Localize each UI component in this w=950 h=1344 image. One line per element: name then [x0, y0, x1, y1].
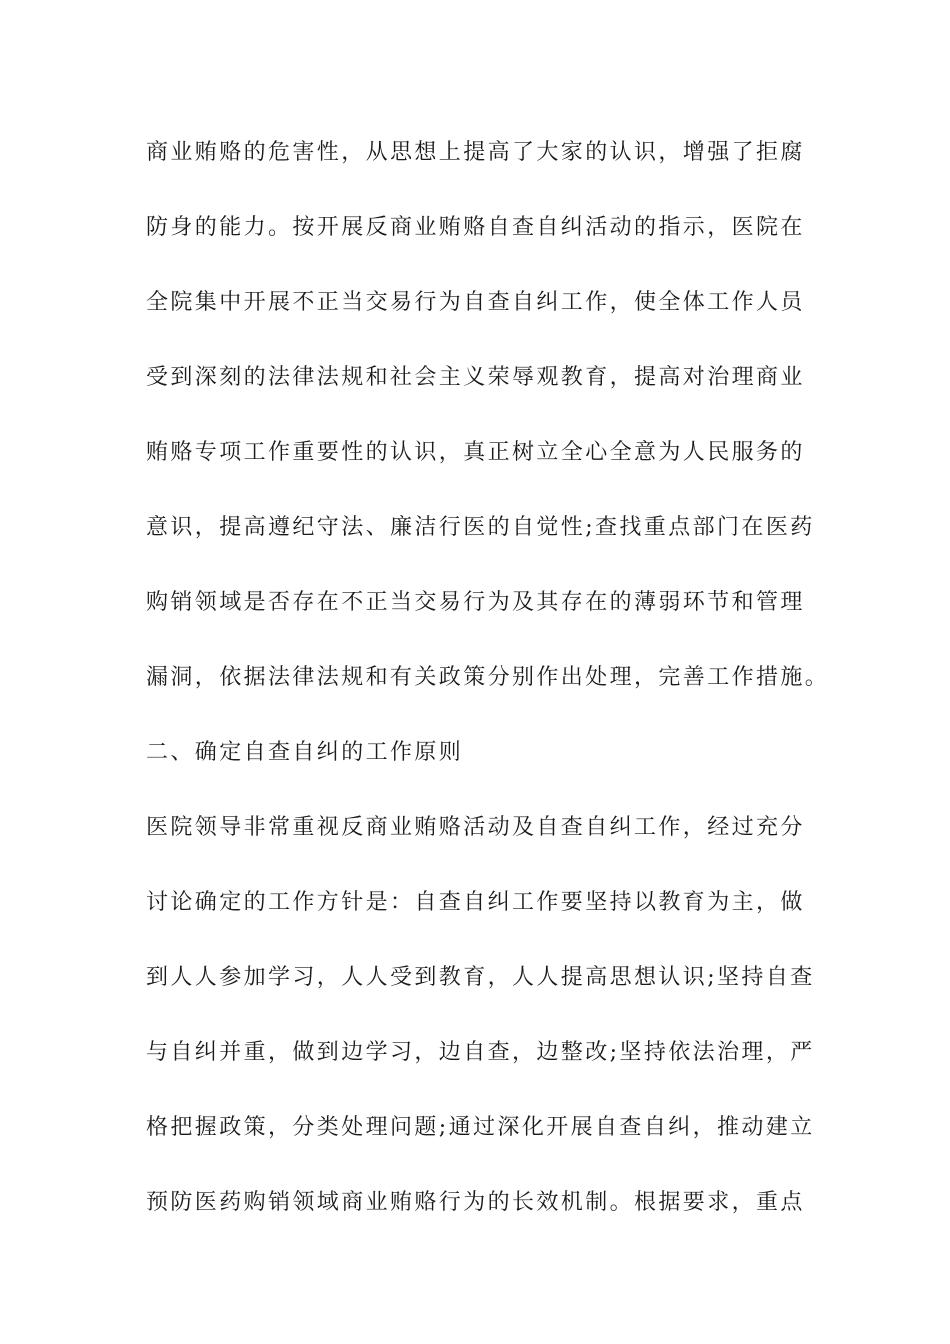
paragraph-line: 商业贿赂的危害性，从思想上提高了大家的认识，增强了拒腐: [146, 140, 805, 165]
paragraph-line: 受到深刻的法律法规和社会主义荣辱观教育，提高对治理商业: [146, 365, 805, 390]
paragraph-line: 医院领导非常重视反商业贿赂活动及自查自纠工作，经过充分: [146, 815, 805, 840]
paragraph-line: 购销领域是否存在不正当交易行为及其存在的薄弱环节和管理: [146, 590, 805, 615]
section-heading: 二、确定自查自纠的工作原则: [146, 740, 464, 765]
paragraph-line: 到人人参加学习，人人受到教育，人人提高思想认识;坚持自查: [146, 965, 815, 990]
paragraph-line: 贿赂专项工作重要性的认识，真正树立全心全意为人民服务的: [146, 440, 805, 465]
paragraph-line: 预防医药购销领域商业贿赂行为的长效机制。根据要求，重点: [146, 1190, 805, 1215]
paragraph-line: 全院集中开展不正当交易行为自查自纠工作，使全体工作人员: [146, 290, 805, 315]
paragraph-line: 防身的能力。按开展反商业贿赂自查自纠活动的指示，医院在: [146, 215, 805, 240]
paragraph-line: 格把握政策，分类处理问题;通过深化开展自查自纠，推动建立: [146, 1115, 815, 1140]
paragraph-line: 与自纠并重，做到边学习，边自查，边整改;坚持依法治理，严: [146, 1040, 815, 1065]
paragraph-line: 意识，提高遵纪守法、廉洁行医的自觉性;查找重点部门在医药: [146, 515, 815, 540]
paragraph-line: 漏洞，依据法律法规和有关政策分别作出处理，完善工作措施。: [146, 665, 830, 690]
paragraph-line: 讨论确定的工作方针是：自查自纠工作要坚持以教育为主，做: [146, 890, 805, 915]
